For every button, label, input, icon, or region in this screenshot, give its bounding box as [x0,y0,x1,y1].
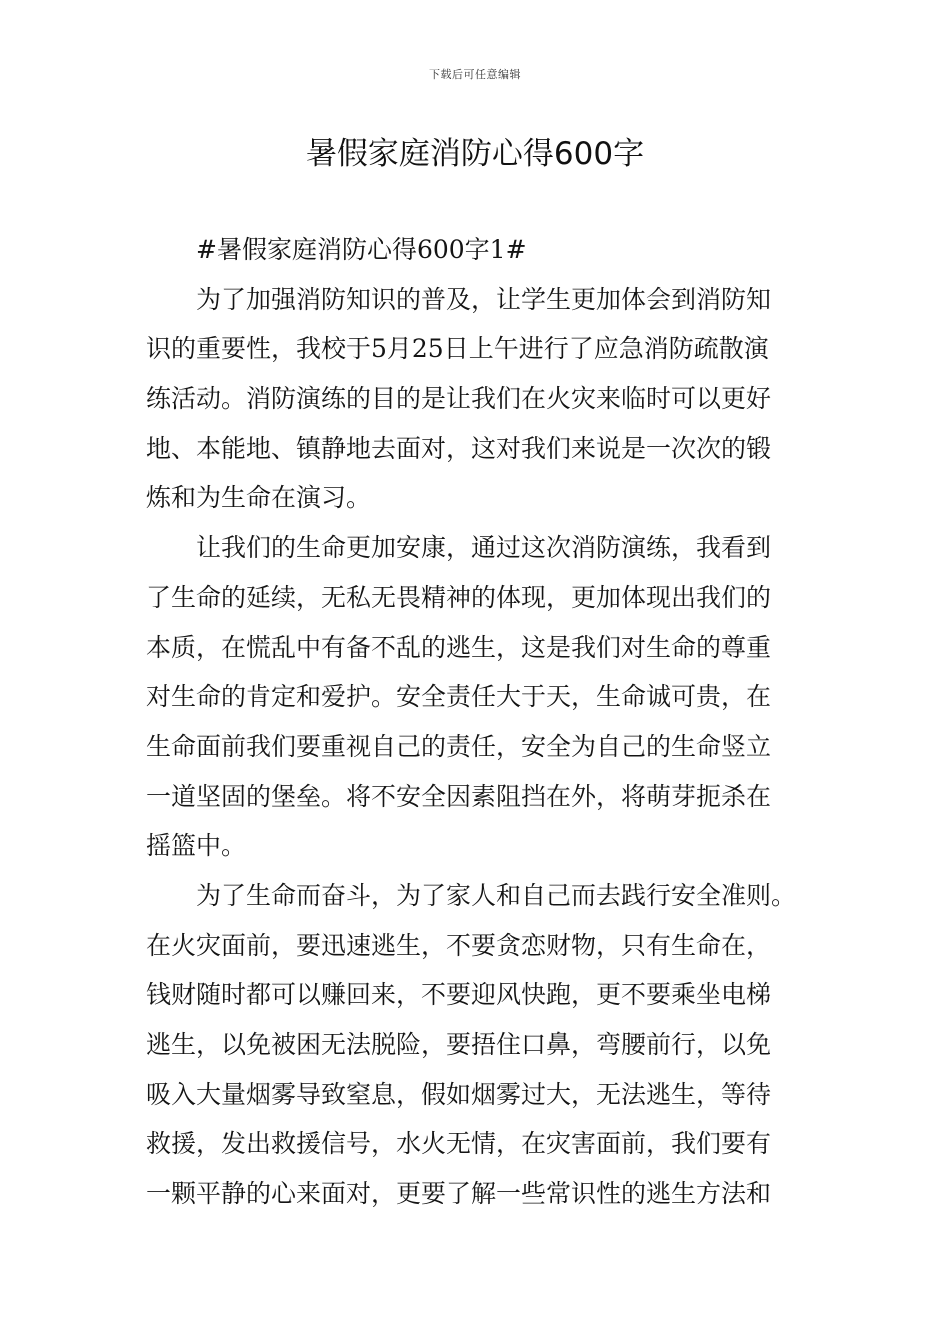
paragraph-line: 炼和为生命在演习。 [146,483,372,513]
paragraph-line: 了生命的延续，无私无畏精神的体现，更加体现出我们的 [146,582,772,612]
paragraph-line: 在火灾面前，要迅速逃生，不要贪恋财物，只有生命在， [146,930,772,960]
paragraph-line: 识的重要性，我校于5月25日上午进行了应急消防疏散演 [146,334,769,364]
paragraph-line: 逃生，以免被困无法脱险，要捂住口鼻，弯腰前行，以免 [146,1030,772,1059]
paragraph-line: 吸入大量烟雾导致窒息，假如烟雾过大，无法逃生，等待 [146,1079,772,1109]
header-note: 下载后可任意编辑 [429,68,521,81]
paragraph-line: 地、本能地、镇静地去面对，这对我们来说是一次次的锻 [146,433,772,463]
paragraph-line: 对生命的肯定和爱护。安全责任大于天，生命诚可贵，在 [146,682,772,712]
document-body [146,225,810,1219]
paragraph-line: 为了生命而奋斗，为了家人和自己而去践行安全准则。 [196,880,797,910]
paragraph-line: 让我们的生命更加安康，通过这次消防演练，我看到 [196,533,772,563]
paragraph-line: 本质，在慌乱中有备不乱的逃生，这是我们对生命的尊重 [146,632,772,662]
paragraph-line: 一颗平静的心来面对，更要了解一些常识性的逃生方法和 [146,1179,772,1209]
paragraph-line: 为了加强消防知识的普及，让学生更加体会到消防知 [196,284,772,314]
document-title: 暑假家庭消防心得600字 [305,136,645,172]
paragraph-line: 摇篮中。 [146,831,247,861]
section-heading: #暑假家庭消防心得600字1# [196,235,527,264]
paragraph-line: 练活动。消防演练的目的是让我们在火灾来临时可以更好 [146,384,772,414]
paragraph-line: 钱财随时都可以赚回来，不要迎风快跑，更不要乘坐电梯 [146,980,772,1010]
paragraph-line: 生命面前我们要重视自己的责任，安全为自己的生命竖立 [146,731,772,761]
paragraph-line: 救援，发出救援信号，水火无情，在灾害面前，我们要有 [146,1129,772,1159]
paragraph-line: 一道坚固的堡垒。将不安全因素阻挡在外，将萌芽扼杀在 [146,781,772,811]
